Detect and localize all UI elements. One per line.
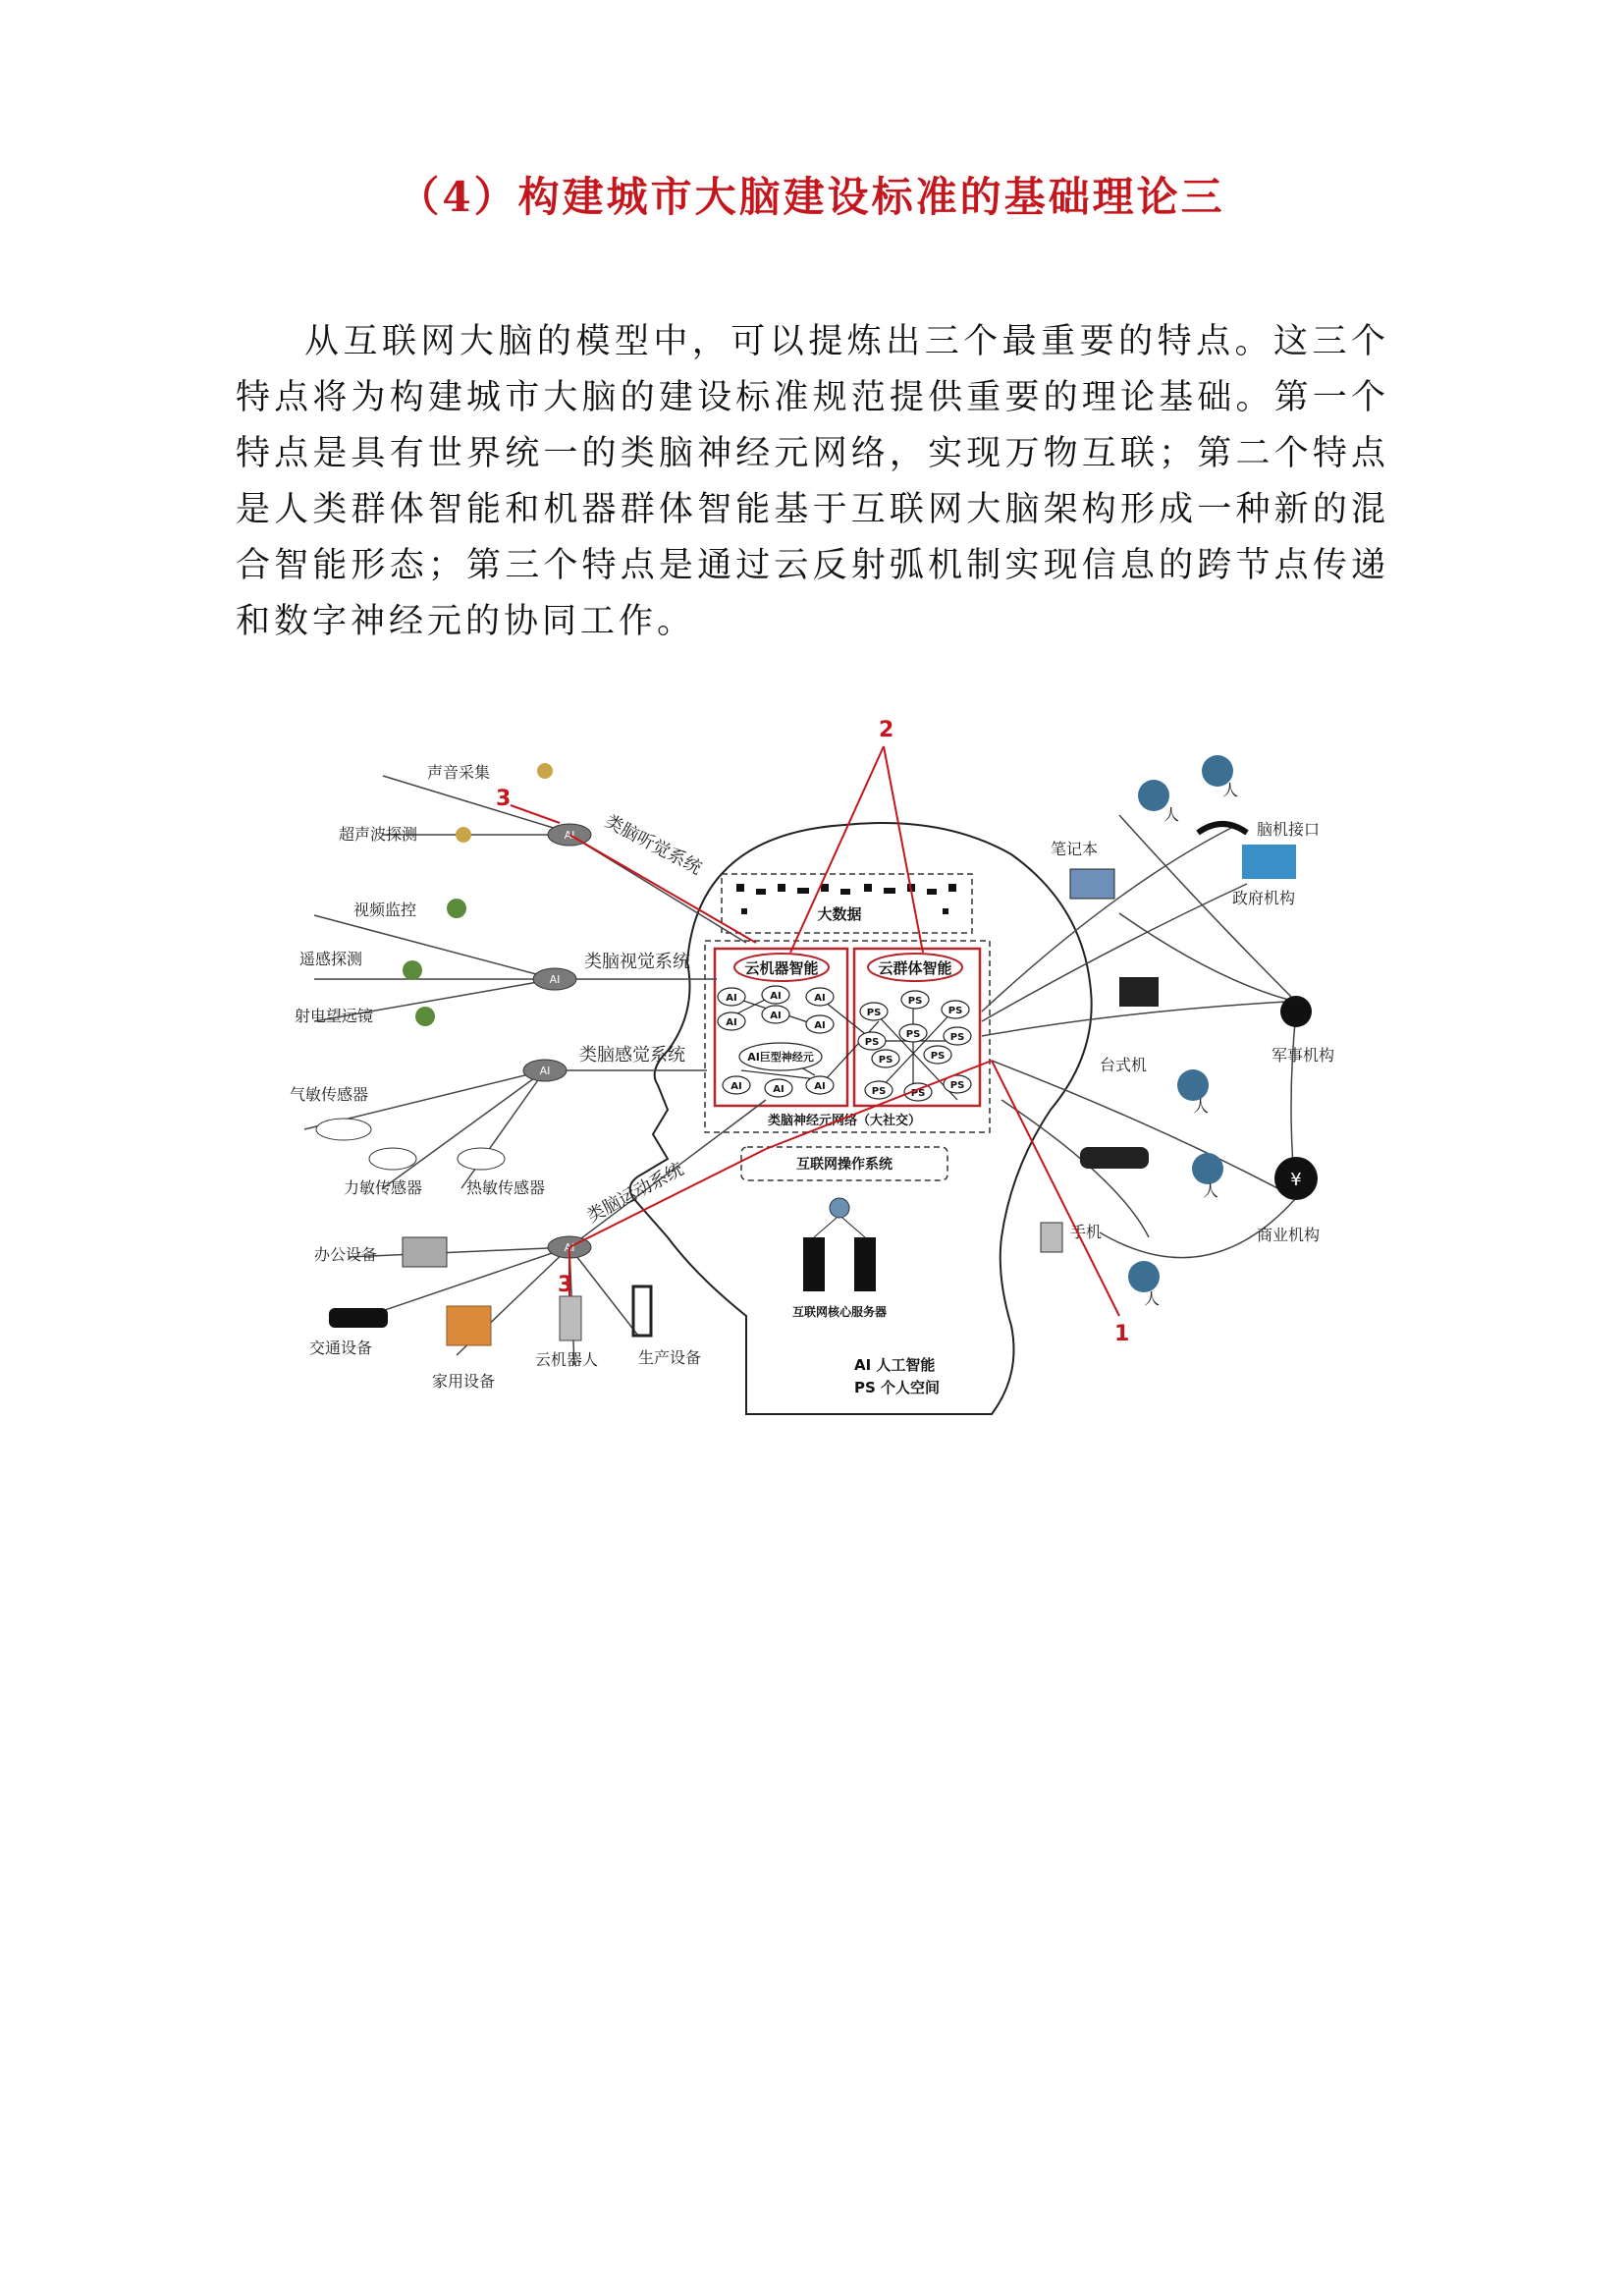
- person-label: 人: [1203, 1181, 1219, 1200]
- big-data-label: 大数据: [817, 905, 862, 923]
- gas-sensor-icon: [316, 1119, 371, 1140]
- person-label: 人: [1144, 1289, 1161, 1308]
- ps-node-label: PS: [871, 1086, 887, 1097]
- motion-system-label: 类脑运动系统: [583, 1159, 687, 1228]
- bci-label: 脑机接口: [1257, 820, 1321, 839]
- mobile-phone-icon: [1041, 1223, 1062, 1252]
- core-server-label: 互联网核心服务器: [791, 1305, 888, 1319]
- desktop-label: 台式机: [1100, 1056, 1148, 1074]
- person-label: 人: [1193, 1097, 1210, 1116]
- ai-hub-label: AI: [564, 1241, 575, 1254]
- person-label: 人: [1163, 805, 1180, 824]
- body-paragraph: 从互联网大脑的模型中，可以提炼出三个最重要的特点。这三个特点将为构建城市大脑的建设标准规范提供重要的理论基础。第一个特点是具有世界统一的类脑神经元网络，实现万物互联；第二个特点是人类群体智能和机器群体智能基于互联网大脑架构形成一种新的混合智能形态；第三个特点是通过云反射弧机制实现信息的跨节点传递和数字神经元的协同工作。: [236, 322, 1389, 641]
- ai-node-label: AI: [726, 993, 737, 1004]
- legend-ai: AI 人工智能: [854, 1356, 936, 1374]
- oil-pump-icon: [633, 1286, 651, 1336]
- government-label: 政府机构: [1232, 889, 1296, 907]
- ai-node-label: AI: [726, 1017, 737, 1028]
- cloud-group-label: 云群体智能: [878, 959, 952, 977]
- cloud-robot-label: 云机器人: [535, 1350, 599, 1369]
- ai-node-label: AI: [814, 1081, 826, 1092]
- ps-node-label: PS: [949, 1080, 965, 1091]
- car-icon: [329, 1308, 388, 1328]
- ps-node-label: PS: [866, 1008, 882, 1018]
- arrow-number-3-bottom: 3: [558, 1273, 573, 1297]
- desktop-icon: [1119, 977, 1159, 1007]
- right-link-lines: [982, 815, 1296, 1258]
- military-icon: [1280, 996, 1312, 1027]
- hearing-system-label: 类脑听觉系统: [601, 810, 705, 880]
- vision-system-label: 类脑视觉系统: [584, 952, 690, 972]
- radio-telescope-label: 射电望远镜: [295, 1007, 374, 1025]
- router-icon: [830, 1198, 849, 1218]
- ai-node-label: AI: [770, 1011, 782, 1021]
- mobile-label: 手机: [1070, 1223, 1103, 1241]
- traffic-equipment-label: 交通设备: [309, 1339, 373, 1357]
- server-icon: [803, 1237, 876, 1291]
- ai-node-label: AI: [770, 991, 782, 1002]
- ps-node-label: PS: [910, 1088, 926, 1099]
- ai-giant-neuron-label: AI巨型神经元: [747, 1051, 814, 1064]
- vr-glasses-icon: [1080, 1147, 1149, 1169]
- remote-sensing-label: 遥感探测: [299, 950, 363, 968]
- neural-net-label: 类脑神经元网络（大社交）: [767, 1114, 922, 1128]
- ai-node-label: AI: [814, 1020, 826, 1031]
- notebook-label: 笔记本: [1051, 840, 1099, 858]
- government-building-icon: [1242, 845, 1296, 879]
- laptop-icon: [1070, 869, 1114, 899]
- arrow-number-1: 1: [1114, 1322, 1130, 1346]
- business-label: 商业机构: [1257, 1226, 1321, 1244]
- production-equipment-label: 生产设备: [638, 1348, 702, 1367]
- legend-ps: PS 个人空间: [854, 1379, 941, 1396]
- ps-node-label: PS: [949, 1032, 965, 1043]
- office-equipment-label: 办公设备: [314, 1245, 378, 1264]
- heat-sensor-icon: [458, 1148, 505, 1170]
- ai-hub-label: AI: [539, 1065, 551, 1077]
- robot-icon: [560, 1296, 581, 1340]
- ps-node-label: PS: [947, 1006, 963, 1016]
- ps-node-label: PS: [905, 1029, 921, 1040]
- ai-node-label: AI: [773, 1084, 784, 1095]
- video-surveillance-label: 视频监控: [353, 901, 417, 919]
- ai-node-label: AI: [814, 993, 826, 1004]
- cloud-machine-label: 云机器智能: [744, 959, 819, 977]
- home-equipment-label: 家用设备: [432, 1372, 496, 1391]
- ai-node-label: AI: [730, 1081, 742, 1092]
- ps-node-label: PS: [878, 1055, 893, 1066]
- military-label: 军事机构: [1271, 1046, 1335, 1065]
- ai-hub-label: AI: [564, 829, 575, 842]
- home-appliance-icon: [447, 1306, 491, 1345]
- ps-node-label: PS: [864, 1037, 880, 1048]
- sound-collection-label: 声音采集: [427, 763, 491, 782]
- yen-symbol: ¥: [1290, 1170, 1302, 1190]
- internet-brain-diagram: [236, 687, 1389, 1512]
- sense-system-label: 类脑感觉系统: [579, 1045, 685, 1066]
- person-label: 人: [1222, 781, 1239, 799]
- bci-headset-icon: [1198, 824, 1247, 833]
- arrow-number-2: 2: [879, 718, 894, 742]
- ps-node-label: PS: [930, 1051, 946, 1062]
- gas-sensor-label: 气敏传感器: [290, 1085, 369, 1104]
- force-sensor-label: 力敏传感器: [344, 1178, 423, 1197]
- internet-os-label: 互联网操作系统: [796, 1157, 893, 1173]
- ps-node-label: PS: [907, 996, 923, 1007]
- arrow-number-3-top: 3: [496, 787, 512, 811]
- big-data-box: [722, 874, 972, 933]
- force-sensor-icon: [369, 1148, 416, 1170]
- ultrasonic-label: 超声波探测: [339, 825, 418, 844]
- ai-hub-label: AI: [549, 973, 561, 986]
- printer-icon: [403, 1237, 447, 1267]
- heat-sensor-label: 热敏传感器: [466, 1178, 546, 1197]
- section-title: （4）构建城市大脑建设标准的基础理论三: [398, 173, 1225, 221]
